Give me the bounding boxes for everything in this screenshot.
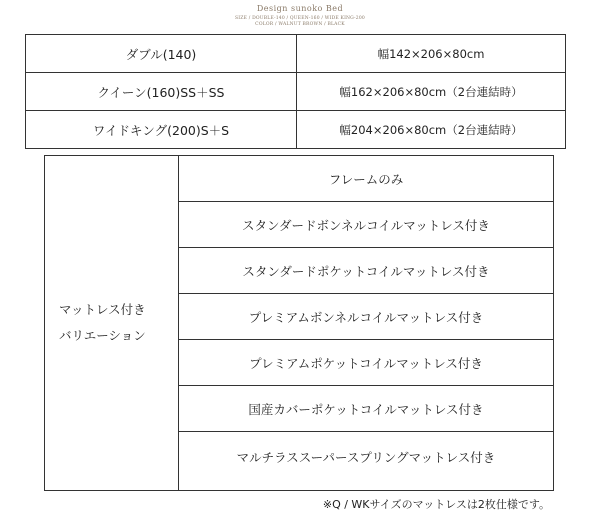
table-row	[26, 73, 566, 111]
size-dimensions: 幅162×206×80cm（2台連結時）	[297, 73, 566, 111]
variation-item: フレームのみ	[179, 156, 553, 202]
variation-item: マルチラススーパースプリングマットレス付き	[236, 450, 496, 465]
variation-item: プレミアムボンネルコイルマットレス付き	[179, 294, 553, 340]
mattress-variation-table	[44, 155, 554, 491]
size-table	[25, 34, 566, 149]
variation-item: スタンダードボンネルコイルマットレス付き	[179, 202, 553, 248]
footnote: ※Q / WKサイズのマットレスは2枚仕様です。	[322, 498, 550, 511]
variation-label-line1: マットレス付き	[59, 302, 146, 317]
color-subtitle: COLOR / WALNUT BROWN / BLACK	[255, 22, 345, 27]
brand-title: Design sunoko Bed	[256, 4, 344, 13]
size-subtitle: SIZE / DOUBLE-140 / QUEEN-160 / WIDE KING-200	[235, 16, 365, 21]
size-dimensions: 幅204×206×80cm（2台連結時）	[297, 111, 566, 149]
table-row	[26, 111, 566, 149]
variation-item: 国産カバーポケットコイルマットレス付き	[179, 386, 553, 432]
size-name: クイーン(160)SS＋SS	[26, 73, 297, 111]
variation-list	[179, 156, 553, 482]
variation-label-line2: バリエーション	[59, 328, 146, 343]
table-row	[26, 35, 566, 73]
size-name: ワイドキング(200)S＋S	[26, 111, 297, 149]
variation-label	[45, 156, 179, 490]
size-name: ダブル(140)	[26, 35, 297, 73]
variation-item: プレミアムポケットコイルマットレス付き	[179, 340, 553, 386]
variation-item: スタンダードポケットコイルマットレス付き	[179, 248, 553, 294]
size-dimensions: 幅142×206×80cm	[297, 35, 566, 73]
